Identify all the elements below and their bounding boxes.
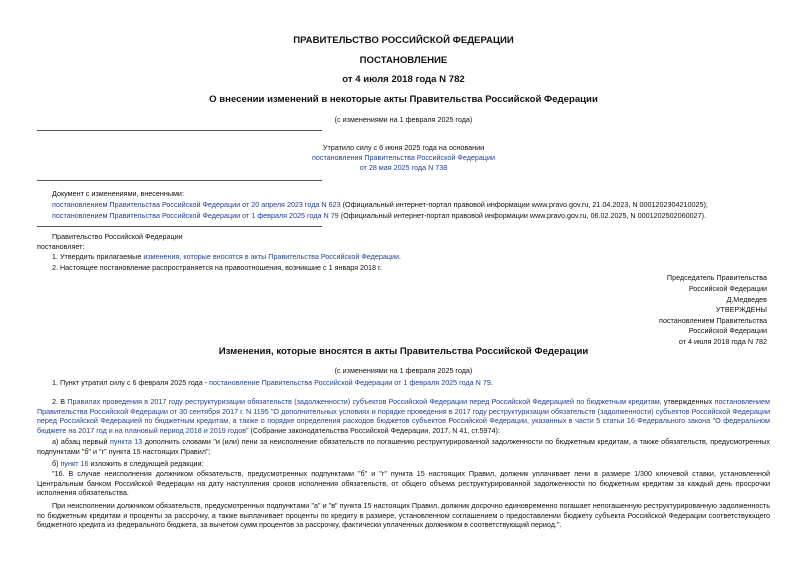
approved-date: от 4 июля 2018 года N 782 <box>678 337 767 346</box>
subclause-b-text: изложить в следующей редакции: <box>88 459 204 468</box>
subclause-a-text: дополнить словами "и (или) пени за неисполнение обязательств по погашению реструктурированной задолженности по бюджетным кредитам, а также обязательств, предусмотренных подпунктами "б" и "г" пункта 15 настоящих Правил"; <box>37 437 770 456</box>
annex-clause-1-end: . <box>490 378 493 387</box>
annex-clause-2-end: (Собрание законодательства Российской Федерации, 2017, N 41, ст.5974): <box>248 425 500 435</box>
changes-item-2 <box>52 211 706 220</box>
annex-clause-2 <box>37 397 770 435</box>
repeal-decree-link[interactable]: постановления Правительства Российской Федерации <box>311 153 496 162</box>
changes-intro: Документ с изменениями, внесенными: <box>52 189 184 198</box>
clause-2: 2. Настоящее постановление распространяется на правоотношения, возникшие с 1 января 2018 г. <box>52 263 382 272</box>
annex-clause-2-mid: , утвержденных <box>659 397 715 406</box>
decree-1195-link[interactable]: постановлением Правительства Российской Федерации от 30 сентября 2017 г. N 1195 "О дополнительных условиях и порядке проведения в 2017 году реструктуризации обязательств (задолженности) субъектов Российской Федерации перед Российской Федерацией по бюджетным кредитам, а также о порядке определения расходов бюджетов субъектов Российской Федерации, указанных в части 5 статьи 16 Федерального закона "О федеральном бюджете на 2017 год и на плановый период 2018 и 2019 годов" <box>37 397 770 435</box>
changes-annex-link[interactable]: изменения, которые вносятся в акты Правительства Российской Федерации <box>143 252 399 261</box>
amendment-source-2025: (Официальный интернет-портал правовой информации www.pravo.gov.ru, 06.02.2025, N 0001202502060027). <box>338 211 706 220</box>
signature-country: Российской Федерации <box>688 284 767 293</box>
clause-13-link[interactable]: пункта 13 <box>109 437 143 446</box>
rules-link[interactable]: Правилах проведения в 2017 году реструктуризации обязательств (задолженности) субъектов Российской Федерации перед Российской Федерацией по бюджетным кредитам <box>67 397 660 406</box>
subclause-b-start: б) <box>52 459 61 468</box>
repeal-note: Утратило силу с 6 июня 2025 года на основании <box>322 143 485 152</box>
annex-clause-1 <box>52 378 493 387</box>
signature-position: Председатель Правительства <box>666 273 767 282</box>
approved-by: постановлением Правительства <box>659 316 767 325</box>
annex-clause-2-start: 2. В <box>52 397 68 406</box>
final-paragraph: При неисполнении должником обязательств, предусмотренных подпунктами "а" и "в" пункта 15 настоящих Правил, должник досрочно единовременно погашает непогашенную реструктурированную задолженность по бюджетным кредитам и проценты за рассрочку, а также выплачивает проценты по кредиту в размере, установленном соглашением о предоставлении бюджету субъекта Российской Федерации соответствующего бюджетного кредита из федерального бюджета, за вычетом сумм процентов за рассрочку, фактически уплаченных должником в соответствующий период.". <box>37 501 770 530</box>
repeal-2025-link[interactable]: постановление Правительства Российской Федерации от 1 февраля 2025 года N 79 <box>209 378 491 387</box>
amendment-link-2025[interactable]: постановлением Правительства Российской Федерации от 1 февраля 2025 года N 79 <box>52 211 339 220</box>
clause-1 <box>52 252 401 261</box>
divider <box>37 130 322 131</box>
changes-item-1 <box>52 200 708 209</box>
subclause-a-start: а) абзац первый <box>52 437 110 446</box>
document-type: ПОСТАНОВЛЕНИЕ <box>359 55 448 66</box>
document-date-number: от 4 июля 2018 года N 782 <box>342 74 465 85</box>
revision-note: (с изменениями на 1 февраля 2025 года) <box>334 115 473 124</box>
subclause-a <box>37 437 770 456</box>
clause-1-end: . <box>398 252 401 261</box>
approved-label: УТВЕРЖДЕНЫ <box>715 305 767 314</box>
annex-revision: (с изменениями на 1 февраля 2025 года) <box>334 366 473 375</box>
document-title: О внесении изменений в некоторые акты Правительства Российской Федерации <box>209 94 598 105</box>
approved-country: Российской Федерации <box>688 326 767 335</box>
government-heading: ПРАВИТЕЛЬСТВО РОССИЙСКОЙ ФЕДЕРАЦИИ <box>293 35 514 46</box>
issuer: Правительство Российской Федерации <box>52 232 183 241</box>
decrees-word: постановляет: <box>37 242 85 251</box>
amendment-link-2023[interactable]: постановлением Правительства Российской Федерации от 20 апреля 2023 года N 623 <box>52 200 341 209</box>
signature-name: Д.Медведев <box>726 295 767 304</box>
divider <box>37 226 322 227</box>
repeal-decree-date-link[interactable]: от 28 мая 2025 года N 738 <box>359 163 448 172</box>
divider <box>37 180 322 181</box>
amendment-source-2023: (Официальный интернет-портал правовой информации www.pravo.gov.ru, 21.04.2023, N 0001202304210025); <box>340 200 708 209</box>
annex-title: Изменения, которые вносятся в акты Правительства Российской Федерации <box>218 346 589 357</box>
clause-16-text: "16. В случае неисполнения должником обязательств, предусмотренных подпунктами "б" и "г" пункта 15 настоящих Правил, должник уплачивает пени в размере 1/300 ключевой ставки, установленной Центральным банком Российской Федерации на дату наступления сроков исполнения обязательств, от общего объема реструктурированной задолженности по бюджетным кредитам за каждый день просрочки исполнения обязательства. <box>37 469 770 498</box>
clause-1-text: 1. Утвердить прилагаемые <box>52 252 144 261</box>
clause-16-link[interactable]: пункт 16 <box>60 459 89 468</box>
annex-clause-1-text: 1. Пункт утратил силу с 6 февраля 2025 года - <box>52 378 210 387</box>
subclause-b <box>52 459 204 468</box>
